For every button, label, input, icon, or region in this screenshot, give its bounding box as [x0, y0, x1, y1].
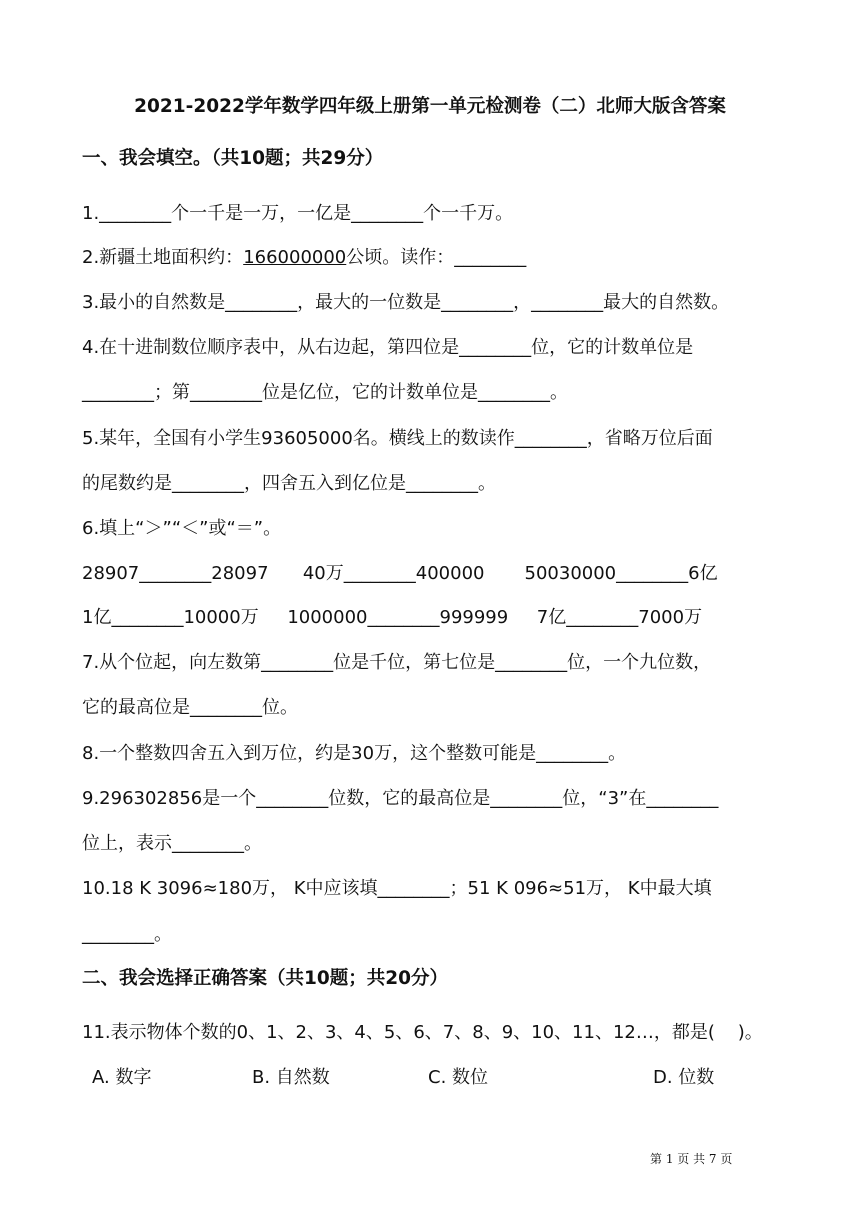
question-9-line-1: 9.296302856是一个________位数，它的最高位是________位，“3”在________ — [82, 788, 719, 809]
question-3: 3.最小的自然数是________，最大的一位数是________，________最大的自然数。 — [82, 292, 730, 313]
question-2-suffix: 公顷。读作：________ — [346, 247, 527, 268]
question-10-line-2: ________。 — [82, 924, 172, 945]
question-6: 6.填上“＞”“＜”或“＝”。 — [82, 518, 282, 539]
question-6-row-2: 1亿________10000万 1000000________999999 7亿________7000万 — [82, 607, 703, 628]
question-2-number: 166000000 — [243, 247, 347, 268]
page-footer: 第 1 页 共 7 页 — [650, 1152, 733, 1166]
question-4-line-2: ________；第________位是亿位，它的计数单位是________。 — [82, 382, 568, 403]
question-2-prefix: 2.新疆土地面积约： — [82, 247, 244, 268]
question-6-row-1: 28907________28097 40万________400000 50030000________6亿 — [82, 563, 718, 584]
question-7-line-1: 7.从个位起，向左数第________位是千位，第七位是________位，一个九位数， — [82, 652, 712, 673]
section-heading-1: 一、我会填空。（共10题；共29分） — [82, 148, 384, 169]
question-11: 11.表示物体个数的0、1、2、3、4、5、6、7、8、9、10、11、12…，都是( )。 — [82, 1022, 763, 1043]
option-b: B. 自然数 — [252, 1067, 330, 1088]
question-4-line-1: 4.在十进制数位顺序表中，从右边起，第四位是________位，它的计数单位是 — [82, 337, 694, 358]
question-9-line-2: 位上，表示________。 — [82, 833, 262, 854]
question-7-line-2: 它的最高位是________位。 — [82, 697, 298, 718]
question-8: 8.一个整数四舍五入到万位，约是30万，这个整数可能是________。 — [82, 743, 627, 764]
option-a: A. 数字 — [92, 1067, 152, 1088]
option-d: D. 位数 — [653, 1067, 715, 1088]
question-1: 1.________个一千是一万，一亿是________个一千万。 — [82, 203, 514, 224]
question-10-line-1: 10.18 K 3096≈180万， K中应该填________；51 K 096≈51万， K中最大填 — [82, 878, 712, 899]
section-heading-2: 二、我会选择正确答案（共10题；共20分） — [82, 968, 448, 989]
question-5-line-1: 5.某年，全国有小学生93605000名。横线上的数读作________，省略万位后面 — [82, 428, 713, 449]
question-5-line-2: 的尾数约是________，四舍五入到亿位是________。 — [82, 473, 496, 494]
question-2 — [82, 245, 526, 271]
option-c: C. 数位 — [428, 1067, 489, 1088]
page-title: 2021-2022学年数学四年级上册第一单元检测卷（二）北师大版含答案 — [134, 96, 726, 117]
